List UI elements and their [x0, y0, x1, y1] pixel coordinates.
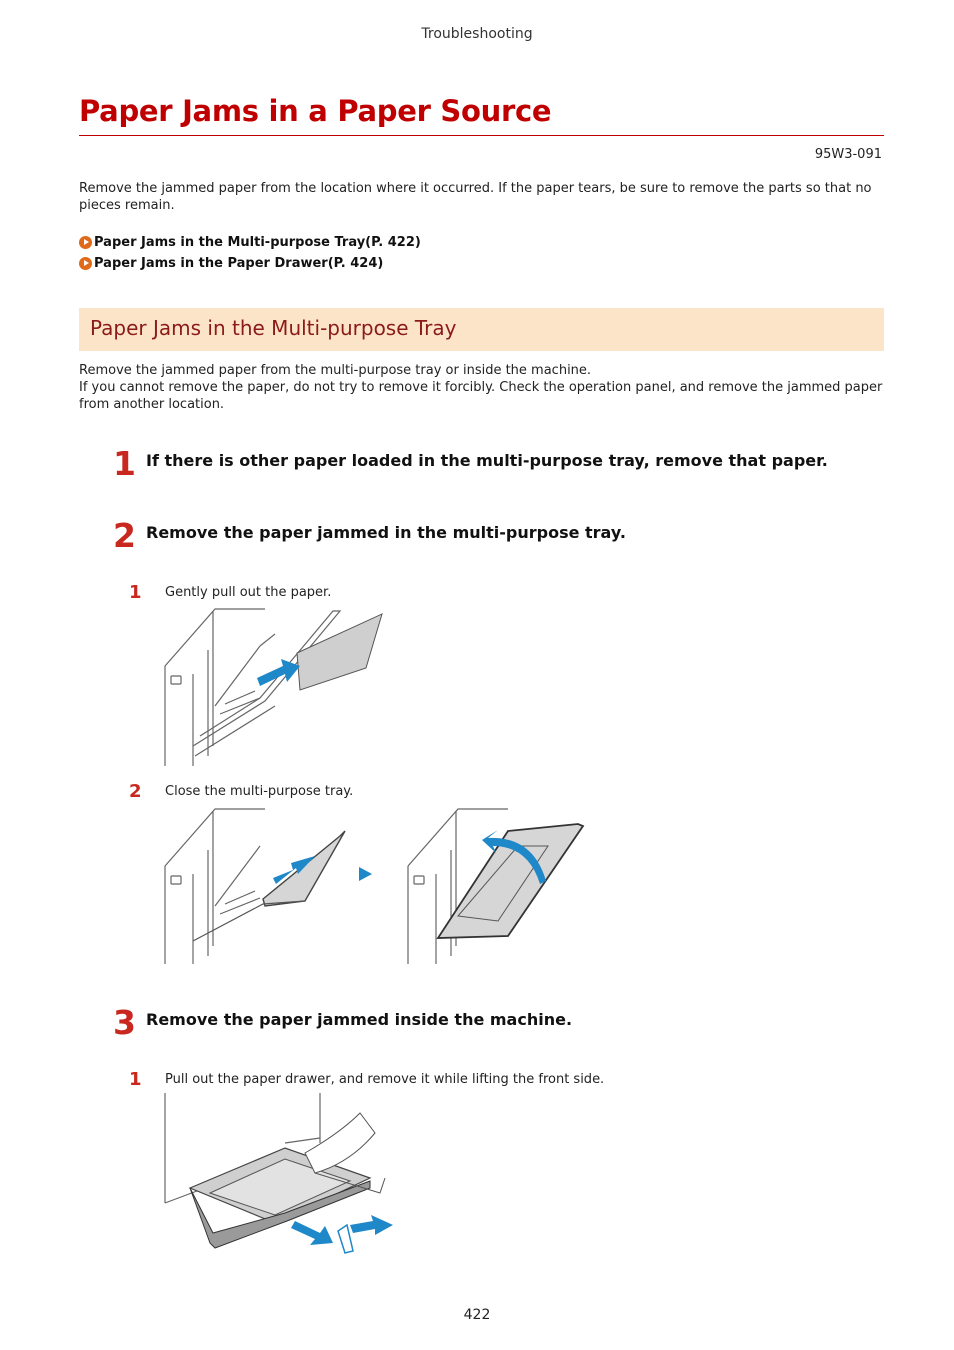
- link-multipurpose-tray[interactable]: [79, 235, 421, 250]
- link-arrow-icon: [79, 257, 92, 270]
- illustration-close-tray-after: [408, 806, 588, 966]
- pull-out-arrow-icon: [291, 1221, 333, 1245]
- section-text-line: Remove the jammed paper from the multi-purpose tray or inside the machine.: [79, 363, 592, 378]
- step-text: Remove the paper jammed in the multi-purpose tray.: [146, 523, 626, 542]
- document-id: 95W3-091: [814, 147, 882, 162]
- substep-number: 1: [129, 1069, 142, 1090]
- running-header: Troubleshooting: [421, 26, 533, 42]
- section-title: Paper Jams in the Multi-purpose Tray: [90, 316, 457, 340]
- page-title: Paper Jams in a Paper Source: [79, 94, 552, 128]
- step-number: 2: [113, 516, 136, 555]
- illustration-pull-paper: [165, 606, 385, 766]
- step-text: Remove the paper jammed inside the machine.: [146, 1010, 573, 1029]
- pull-direction-arrow-icon: [257, 659, 300, 686]
- section-text-line: If you cannot remove the paper, do not try to remove it forcibly. Check the operation panel, and remove the jammed paper from another location.: [79, 380, 883, 412]
- substep-number: 2: [129, 781, 142, 802]
- intro-paragraph: Remove the jammed paper from the location where it occurred. If the paper tears, be sure to remove the parts so that no pieces remain.: [79, 181, 872, 213]
- step-text: If there is other paper loaded in the multi-purpose tray, remove that paper.: [146, 451, 828, 470]
- illustration-close-tray-before: [165, 806, 355, 966]
- next-step-arrow-icon: [358, 866, 374, 882]
- page-number: 422: [463, 1307, 491, 1323]
- substep-number: 1: [129, 582, 142, 603]
- title-divider: [79, 135, 884, 136]
- substep-text: Close the multi-purpose tray.: [165, 784, 354, 799]
- illustration-pull-drawer: [165, 1093, 395, 1258]
- link-arrow-icon: [79, 236, 92, 249]
- substep-text: Gently pull out the paper.: [165, 585, 332, 600]
- step-number: 3: [113, 1003, 136, 1042]
- link-label: Paper Jams in the Paper Drawer(P. 424): [94, 256, 384, 271]
- section-description: [79, 362, 884, 413]
- link-label: Paper Jams in the Multi-purpose Tray(P. 422): [94, 235, 421, 250]
- substep-text: Pull out the paper drawer, and remove it while lifting the front side.: [165, 1072, 605, 1087]
- lift-out-arrow-icon: [350, 1215, 393, 1235]
- link-paper-drawer[interactable]: [79, 256, 383, 271]
- step-number: 1: [113, 444, 136, 483]
